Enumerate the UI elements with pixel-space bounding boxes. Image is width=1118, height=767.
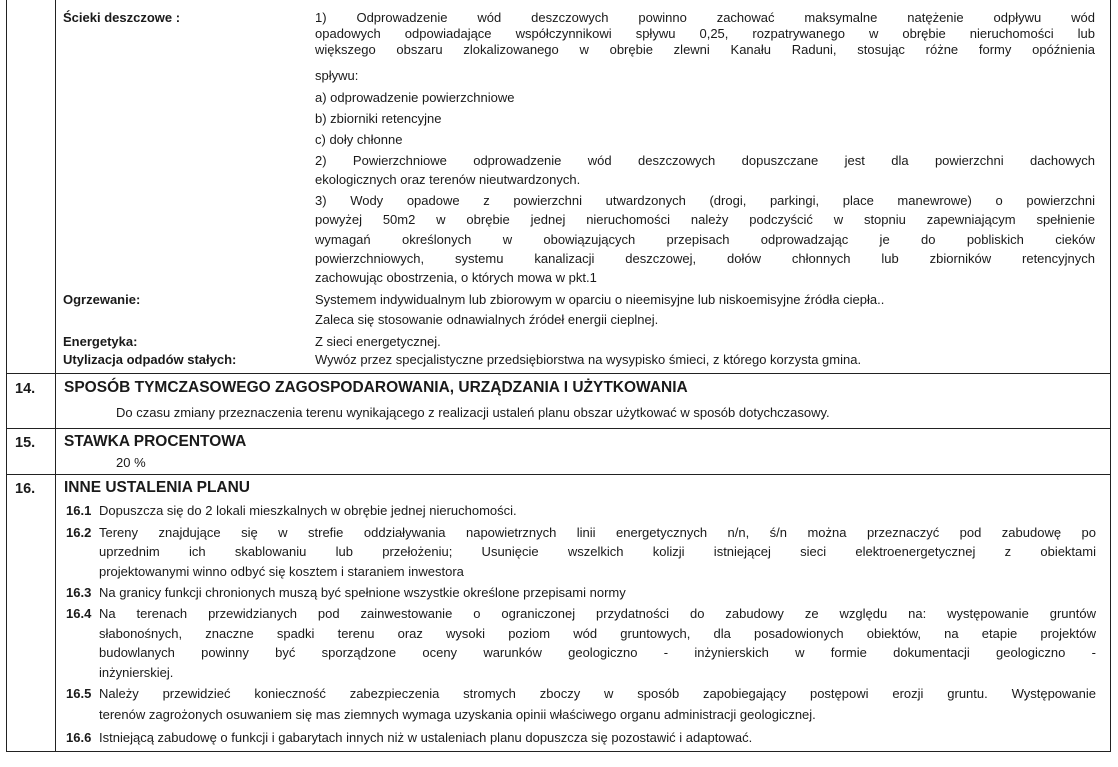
table-right-border xyxy=(1110,0,1111,752)
item-text: inżynierskiej. xyxy=(99,665,174,680)
section-heading: STAWKA PROCENTOWA xyxy=(64,433,247,450)
item-number: 16.4 xyxy=(66,606,92,621)
heating-text: Zaleca się stosowanie odnawialnych źródeł energii cieplnej. xyxy=(315,312,659,327)
rain-water-line: opadowych odpowiadające współczynnikowi spływu 0,25, rozpatrywanego w obrębie nieruchomości lub xyxy=(315,26,1095,41)
item-number: 16.5 xyxy=(66,686,92,701)
item-number: 16.6 xyxy=(66,730,92,745)
rain-water-line: spływu: xyxy=(315,68,359,83)
rain-water-option: c) doły chłonne xyxy=(315,132,403,147)
rain-water-line: wymagań określonych w obowiązujących przepisach odprowadzając je do pobliskich cieków xyxy=(315,232,1095,247)
row-divider-13-14 xyxy=(6,373,1111,374)
waste-label: Utylizacja odpadów stałych: xyxy=(63,352,237,367)
table-bottom-border xyxy=(6,751,1111,752)
rain-water-option: b) zbiorniki retencyjne xyxy=(315,111,442,126)
item-text: budowlanych powinny być sporządzone oceny warunków geologiczno - inżynierskich w formie dokumentacji geologiczno - xyxy=(99,645,1096,660)
rain-water-line: ekologicznych oraz terenów nieutwardzonych. xyxy=(315,172,581,187)
item-text: Dopuszcza się do 2 lokali mieszkalnych w obrębie jednej nieruchomości. xyxy=(99,503,517,518)
item-text: terenów zagrożonych osuwaniem się mas ziemnych wymaga uzyskania opinii właściwego organu administracji geologicznej. xyxy=(99,707,816,722)
rain-water-label: Ścieki deszczowe : xyxy=(63,10,181,25)
row-divider-15-16 xyxy=(6,474,1111,475)
item-number: 16.3 xyxy=(66,585,92,600)
energy-label: Energetyka: xyxy=(63,334,138,349)
table-left-border xyxy=(6,0,7,752)
item-text: projektowanymi winno odbyć się kosztem i staraniem inwestora xyxy=(99,564,464,579)
item-text: Należy przewidzieć konieczność zabezpieczenia stromych zboczy w sposób zapobiegający postępowi erozji gruntu. Występowanie xyxy=(99,686,1096,701)
item-text: Tereny znajdujące się w strefie oddziaływania napowietrznych linii energetycznych n/n, ś/n można przeznaczyć pod zabudowę po xyxy=(99,525,1096,540)
item-number: 16.2 xyxy=(66,525,92,540)
rain-water-line: powyżej 50m2 w obrębie jednej nieruchomości należy podczyścić w stopniu zapewniającym spełnienie xyxy=(315,212,1095,227)
table-column-divider xyxy=(55,0,56,752)
section-number: 16. xyxy=(15,481,36,497)
heating-label: Ogrzewanie: xyxy=(63,292,141,307)
section-heading: INNE USTALENIA PLANU xyxy=(64,479,250,496)
section-text: 20 % xyxy=(116,455,146,470)
rain-water-line: powierzchniowych, systemu kanalizacji deszczowej, dołów chłonnych lub zbiorników retencyjnych xyxy=(315,251,1095,266)
rain-water-line: większego obszaru zlokalizowanego w obrębie zlewni Kanału Raduni, stosując różne formy opóźnienia xyxy=(315,42,1095,57)
row-divider-14-15 xyxy=(6,428,1111,429)
section-number: 15. xyxy=(15,435,36,451)
waste-text: Wywóz przez specjalistyczne przedsiębiorstwa na wysypisko śmieci, z którego korzysta gmina. xyxy=(315,352,862,367)
heating-text: Systemem indywidualnym lub zbiorowym w oparciu o nieemisyjne lub niskoemisyjne źródła ciepła.. xyxy=(315,292,885,307)
rain-water-line: 1) Odprowadzenie wód deszczowych powinno zachować maksymalne natężenie odpływu wód xyxy=(315,10,1095,25)
item-text: Na terenach przewidzianych pod zainwestowanie o ograniczonej przydatności do zabudowy ze względu na: występowanie gruntów xyxy=(99,606,1096,621)
rain-water-line: 2) Powierzchniowe odprowadzenie wód deszczowych dopuszczane jest dla powierzchni dachowych xyxy=(315,153,1095,168)
item-text: słabonośnych, znaczne spadki terenu oraz wysoki poziom wód gruntowych, dla posadowionych obiektów, na etapie projektów xyxy=(99,626,1096,641)
item-number: 16.1 xyxy=(66,503,92,518)
section-heading: SPOSÓB TYMCZASOWEGO ZAGOSPODAROWANIA, URZĄDZANIA I UŻYTKOWANIA xyxy=(64,379,688,396)
item-text: Istniejącą zabudowę o funkcji i gabarytach innych niż w ustaleniach planu dopuszcza się pozostawić i adaptować. xyxy=(99,730,753,745)
item-text: Na granicy funkcji chronionych muszą być spełnione wszystkie określone przepisami normy xyxy=(99,585,626,600)
item-text: uprzednim ich skablowaniu lub przełożeniu; Usunięcie wszelkich kolizji istniejącej sieci elektroenergetycznej z obiektami xyxy=(99,544,1096,559)
section-text: Do czasu zmiany przeznaczenia terenu wynikającego z realizacji ustaleń planu obszar użytkować w sposób dotychczasowy. xyxy=(116,405,830,420)
rain-water-line: 3) Wody opadowe z powierzchni utwardzonych (drogi, parkingi, place manewrowe) o powierzchni xyxy=(315,193,1095,208)
rain-water-option: a) odprowadzenie powierzchniowe xyxy=(315,90,515,105)
energy-text: Z sieci energetycznej. xyxy=(315,334,441,349)
rain-water-line: zachowując obostrzenia, o których mowa w pkt.1 xyxy=(315,270,597,285)
section-number: 14. xyxy=(15,381,36,397)
